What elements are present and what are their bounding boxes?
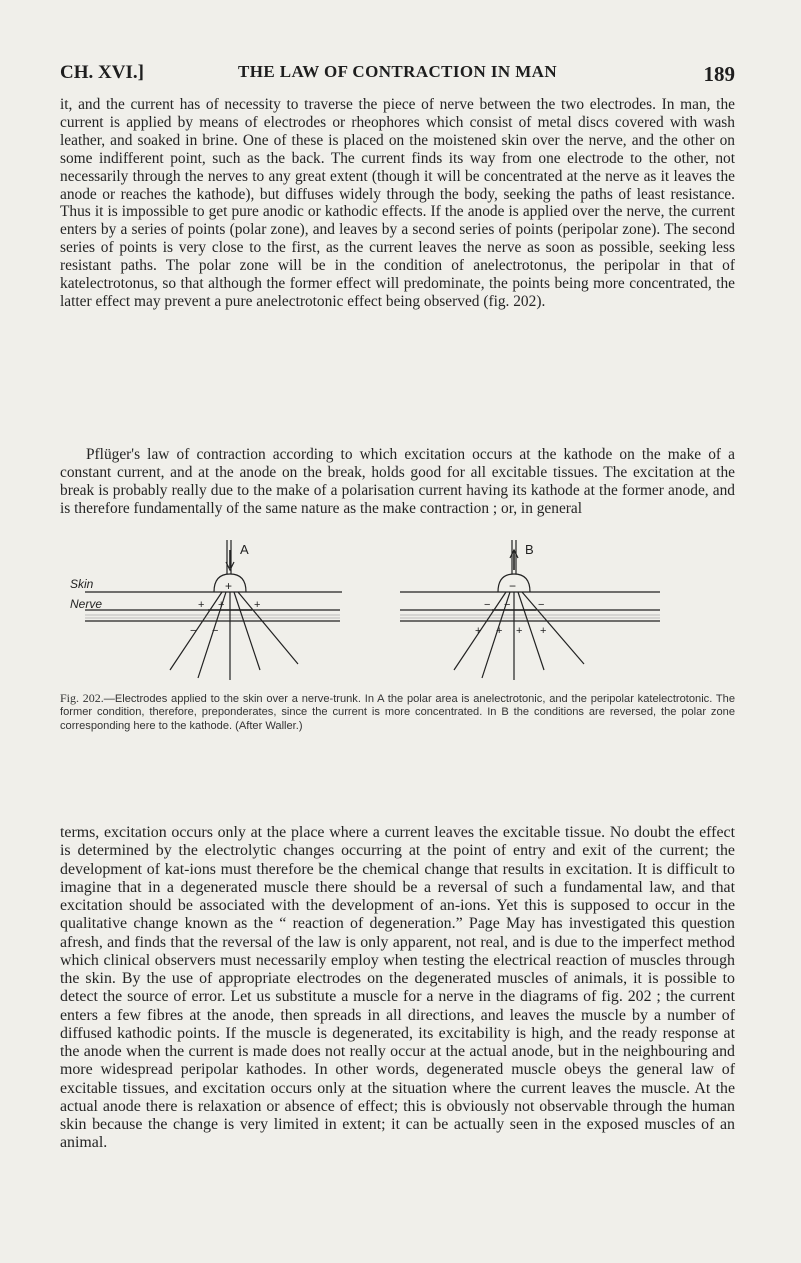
paragraph-2: Pflüger's law of contraction according to which excitation occurs at the kathode on the make of a constant current, and at the anode on the break, holds good for all excitable tissues. The excitation at the break is probably really due to the make of a polarisation current having its kathode at the former anode, and is therefore fundamentally of the same nature as the make contraction ; or, in general: [60, 446, 735, 517]
caption-text: —Electrodes applied to the skin over a nerve-trunk. In A the polar area is anelectrotonic, and the peripolar katelectrotonic. The former condition, therefore, preponderates, since the current is more concentrated. In B the conditions are reversed, the polar zone corresponding here to the kathode. (After Waller.): [60, 693, 736, 732]
current-line-b5: [522, 592, 584, 664]
page-number: 189: [703, 62, 735, 86]
label-skin: Skin: [70, 577, 94, 591]
sign-a-1: +: [198, 599, 205, 611]
sign-a-3: +: [254, 599, 261, 611]
panel-a: [85, 540, 342, 680]
panel-b: [400, 540, 660, 680]
electrode-diagram: [70, 540, 730, 685]
label-nerve: Nerve: [70, 597, 103, 611]
paragraph-3: terms, excitation occurs only at the place where a current leaves the excitable tissue. No doubt the effect is determined by the electrolytic changes occurring at the point of entry and exit of the current; the development of kat-ions must therefore be the chemical change that results in excitation. It is difficult to imagine that in a degenerated muscle there should be a reversal of such a fundamental law, and that excitation should be associated with the development of an-ions. Yet this is supposed to occur in the qualitative change known as the “ reaction of degeneration.” Page May has investigated this question afresh, and finds that the reversal of the law is only apparent, not real, and is due to the imperfect method which clinical observers must necessarily employ when testing the electrical reaction of muscles through the skin. By the use of appropriate electrodes on the degenerated muscles of animals, it is possible to detect the source of error. Let us substitute a muscle for a nerve in the diagrams of fig. 202 ; the current enters a few fibres at the anode, then spreads in all directions, and leaves the muscle by a number of diffused kathodic points. If the muscle is degenerated, its excitability is high, and the ready response at the anode when the current is made does not really occur at the actual anode, but in the neighbouring and more widespread peripolar kathodes. In other words, degenerated muscle obeys the general law of excitable tissues, and excitation occurs only at the situation where the current leaves the muscle. At the actual anode there is relaxation or absence of effect; this is obviously not observable through the human skin because the change is very limited in extent; it can be actually seen in the exposed muscles of an animal.: [60, 824, 735, 1152]
chapter-label: CH. XVI.]: [60, 62, 144, 83]
sign-a-electrode: +: [225, 579, 233, 593]
figure-caption: [60, 692, 735, 733]
sign-b-4: +: [475, 625, 482, 637]
sign-a-2: +: [218, 599, 225, 611]
label-a: A: [240, 542, 249, 557]
sign-a-4: −: [190, 625, 197, 637]
page-title: THE LAW OF CONTRACTION IN MAN: [237, 62, 558, 81]
sign-b-5: +: [496, 625, 503, 637]
sign-b-6: +: [516, 625, 523, 637]
caption-label: Fig. 202.: [60, 691, 104, 705]
paragraph-1: it, and the current has of necessity to traverse the piece of nerve between the two electrodes. In man, the current is applied by means of electrodes or rheophores which consist of metal discs covered with wash leather, and soaked in brine. One of these is placed on the moistened skin over the nerve, and the other on some indifferent point, such as the back. The current finds its way from one electrode to the other, not necessarily through the nerves to any great extent (though it will be concentrated at the nerve as it leaves the anode or reaches the kathode), but diffuses widely through the body, seeking the paths of least resistance. Thus it is impossible to get pure anodic or kathodic effects. If the anode is applied over the nerve, the current enters by a series of points (polar zone), and leaves by a second series of points (peripolar zone). The second series of points is very close to the first, as the current leaves the nerve as soon as possible, seeking less resistant paths. The polar zone will be in the condition of anelectrotonus, the peripolar in that of katelectrotonus, so that although the former effect will predominate, the points being more concentrated, the latter effect may prevent a pure anelectrotonic effect being observed (fig. 202).: [60, 96, 735, 310]
label-b: B: [525, 542, 534, 557]
running-header: [60, 62, 735, 88]
sign-b-1: −: [484, 599, 491, 611]
sign-b-3: −: [538, 599, 545, 611]
sign-a-5: −: [212, 625, 219, 637]
sign-b-2: −: [504, 599, 511, 611]
current-line-a5: [238, 592, 298, 664]
sign-b-7: +: [540, 625, 547, 637]
sign-b-electrode: −: [509, 579, 517, 593]
figure-202: [70, 540, 730, 685]
